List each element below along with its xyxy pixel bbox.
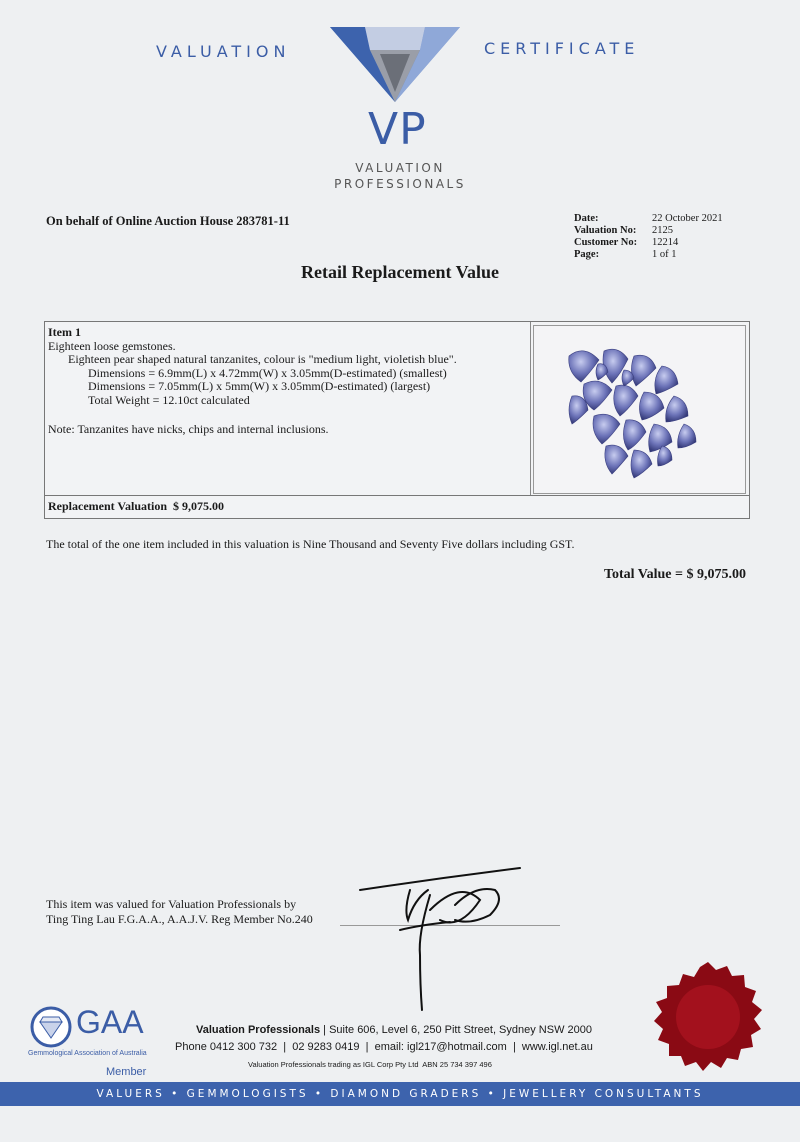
meta-row-valuation-no: Valuation No: 2125 [574,225,673,236]
diamond-logo-icon [325,22,465,106]
contact-line1 [196,1024,592,1036]
gaa-member: Member [106,1066,147,1078]
footer-bar: VALUERS • GEMMOLOGISTS • DIAMOND GRADERS • JEWELLERY CONSULTANTS [0,1082,800,1106]
item-note: Note: Tanzanites have nicks, chips and internal inclusions. [48,422,329,436]
tanzanite-cluster-icon [534,326,745,493]
valuer-line2: Ting Ting Lau F.G.A.A., A.A.J.V. Reg Member No.240 [46,912,313,926]
meta-block [574,213,723,261]
item-weight: Total Weight = 12.10ct calculated [88,392,250,407]
gaa-subtitle: Gemmological Association of Australia [28,1050,147,1057]
contact-address: | Suite 606, Level 6, 250 Pitt Street, Sydney NSW 2000 [320,1024,592,1036]
header-left-word: VALUATION [156,42,291,61]
contact-line2: Phone 0412 300 732 | 02 9283 0419 | email: igl217@hotmail.com | www.igl.net.au [175,1041,593,1053]
item-details [48,326,528,437]
gaa-diamond-icon [30,1006,72,1048]
item-heading: Item 1 [48,325,81,339]
gem-photo [533,325,746,494]
contact-company: Valuation Professionals [196,1024,321,1036]
item-dim-smallest: Dimensions = 6.9mm(L) x 4.72mm(W) x 3.05mm(D-estimated) (smallest) [88,365,447,380]
logo-letters: VP [368,104,427,155]
item-box-divider [44,495,750,496]
item-line1: Eighteen loose gemstones. [48,338,176,353]
signature-icon [350,860,550,1020]
on-behalf-text: On behalf of Online Auction House 283781-11 [46,214,290,228]
meta-row-page: Page: 1 of 1 [574,249,677,260]
page-title: Retail Replacement Value [301,262,499,282]
item-box-column-divider [530,322,531,495]
meta-row-customer-no: Customer No: 12214 [574,237,679,248]
item-dim-largest: Dimensions = 7.05mm(L) x 5mm(W) x 3.05mm(D-estimated) (largest) [88,379,431,393]
logo-subtitle-line1: VALUATION [355,161,445,175]
wax-seal-icon [648,960,768,1080]
replacement-valuation-label: Replacement Valuation [48,499,168,513]
valuer-line1: This item was valued for Valuation Professionals by [46,897,297,911]
total-value: Total Value = $ 9,075.00 [603,567,746,582]
replacement-valuation-value: $ 9,075.00 [173,499,225,513]
header-right-word: CERTIFICATE [484,39,640,58]
logo-subtitle-line2: PROFESSIONALS [334,177,466,191]
logo-subtitle [300,160,500,192]
meta-row-date: Date: 22 October 2021 [574,213,723,224]
valuer-info [46,897,313,927]
gaa-letters: GAA [76,1004,144,1040]
replacement-valuation [48,500,224,514]
total-sentence: The total of the one item included in this valuation is Nine Thousand and Seventy Five dollars including GST. [46,537,575,551]
item-line2: Eighteen pear shaped natural tanzanites, colour is "medium light, violetish blue". [68,352,457,366]
contact-line3: Valuation Professionals trading as IGL Corp Pty Ltd ABN 25 734 397 496 [248,1060,492,1069]
